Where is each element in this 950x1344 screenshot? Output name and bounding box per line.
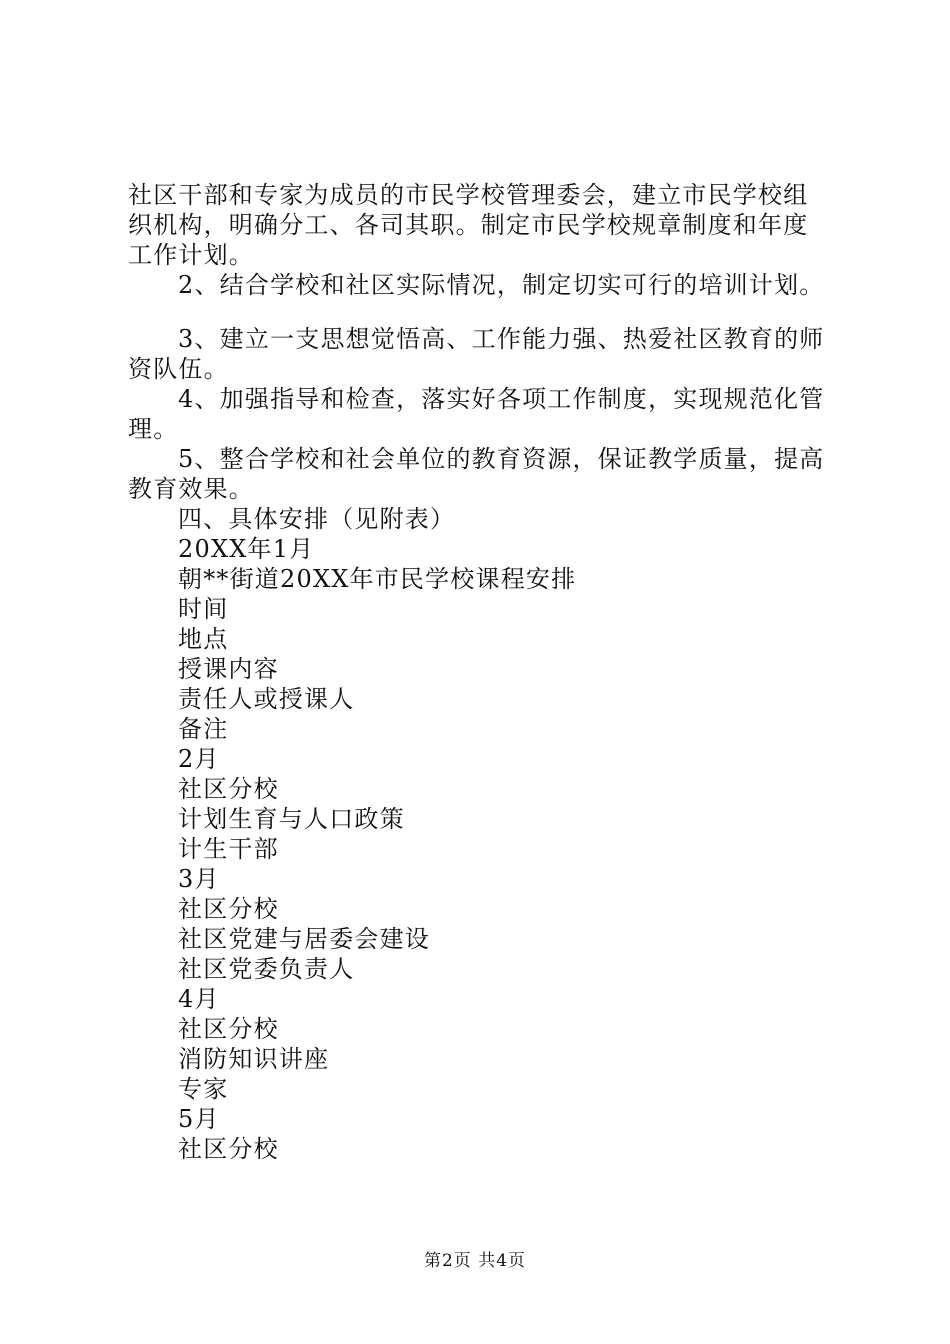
document-body [128,180,830,1164]
table-row [128,864,830,984]
table-cell: 计生干部 [178,835,279,863]
table-row [128,984,830,1104]
table-row [128,744,830,864]
table-header-cell: 时间 [178,595,229,623]
text-line: 工作计划。 [128,241,254,269]
table-header-cell: 授课内容 [178,655,279,683]
table-header-cell: 地点 [178,625,229,653]
text-line: 4、加强指导和检查，落实好各项工作制度，实现规范化管 [178,385,825,413]
table-row [128,1104,830,1164]
text-line: 织机构，明确分工、各司其职。制定市民学校规章制度和年度 [128,211,809,239]
list-item-2: 2、结合学校和社区实际情况，制定切实可行的培训计划。 [178,271,825,299]
table-cell: 社区分校 [178,1135,279,1163]
table-cell: 2月 [178,745,220,773]
list-item-4 [128,384,830,444]
table-cell: 社区分校 [178,775,279,803]
table-title: 朝**街道20XX年市民学校课程安排 [178,565,577,593]
list-item-5 [128,444,830,504]
section-heading: 四、具体安排（见附表） [178,505,456,533]
text-line: 3、建立一支思想觉悟高、工作能力强、热爱社区教育的师 [178,325,825,353]
text-line: 教育效果。 [128,475,254,503]
text-line: 社区干部和专家为成员的市民学校管理委会，建立市民学校组 [128,181,809,209]
table-cell: 4月 [178,985,220,1013]
table-cell: 社区党建与居委会建设 [178,925,430,953]
text-line: 理。 [128,415,179,443]
table-cell: 3月 [178,865,220,893]
paragraph-gap [128,300,830,324]
list-item-3 [128,324,830,384]
document-date: 20XX年1月 [178,535,315,563]
table-header [128,594,830,744]
table-cell: 专家 [178,1075,229,1103]
table-header-cell: 责任人或授课人 [178,685,355,713]
table-cell: 社区党委负责人 [178,955,355,983]
paragraph-1 [128,180,830,270]
page-footer: 第2页 共4页 [423,1251,527,1271]
table-cell: 5月 [178,1105,220,1133]
table-cell: 社区分校 [178,895,279,923]
table-cell: 社区分校 [178,1015,279,1043]
table-cell: 计划生育与人口政策 [178,805,405,833]
table-header-cell: 备注 [178,715,229,743]
table-cell: 消防知识讲座 [178,1045,330,1073]
text-line: 5、整合学校和社会单位的教育资源，保证教学质量，提高 [178,445,825,473]
text-line: 资队伍。 [128,355,229,383]
